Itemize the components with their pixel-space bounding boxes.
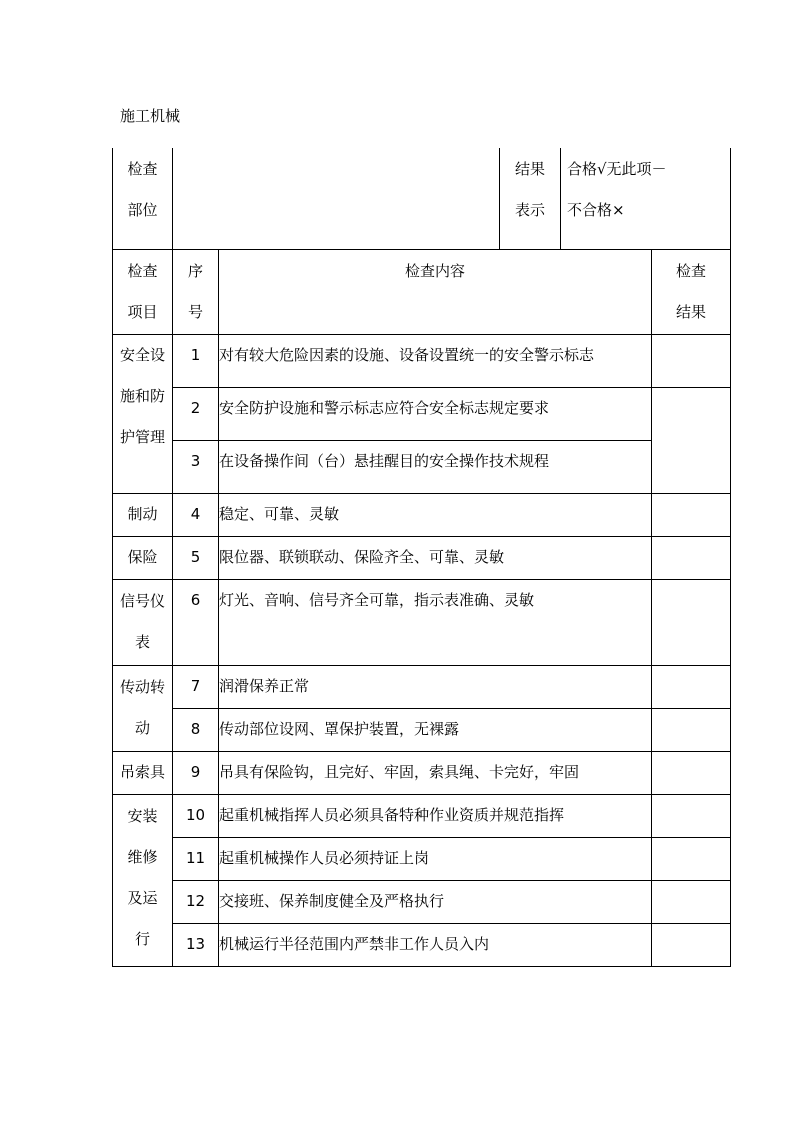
column-header-result-line-2: 结果: [675, 303, 706, 321]
table-row: [113, 709, 731, 752]
column-header-seq: [173, 250, 219, 335]
row-result[interactable]: [652, 752, 731, 795]
table-row: [113, 388, 731, 441]
inspection-table: [112, 249, 731, 967]
row-content: 对有较大危险因素的设施、设备设置统一的安全警示标志: [219, 335, 652, 388]
row-result[interactable]: [652, 881, 731, 924]
result-legend-line-2: 不合格×: [567, 201, 625, 219]
group-name-cell: [113, 335, 173, 494]
group-name-line: 安全设: [119, 346, 165, 364]
table-row: [113, 441, 731, 494]
row-seq: 9: [173, 752, 219, 795]
group-name-line: 安装: [127, 807, 158, 825]
part-label-line-1: 检查: [127, 160, 158, 178]
row-content: 在设备操作间（台）悬挂醒目的安全操作技术规程: [219, 441, 652, 494]
row-content: 交接班、保养制度健全及严格执行: [219, 881, 652, 924]
table-row: [113, 494, 731, 537]
result-legend-cell: [561, 148, 731, 249]
row-content: 润滑保养正常: [219, 666, 652, 709]
column-header-content: [219, 250, 652, 335]
row-seq: 6: [173, 580, 219, 666]
column-header-result: [652, 250, 731, 335]
part-value-cell[interactable]: [173, 148, 500, 249]
result-label-line-1: 结果: [514, 160, 545, 178]
result-label-cell: [500, 148, 561, 249]
row-seq: 10: [173, 795, 219, 838]
row-result[interactable]: [652, 494, 731, 537]
part-label-line-2: 部位: [127, 201, 158, 219]
table-row: [113, 580, 731, 666]
group-name-cell: 制动: [113, 494, 173, 537]
result-legend-line-1: 合格√无此项－: [567, 160, 667, 178]
row-result[interactable]: [652, 838, 731, 881]
table-row: [113, 838, 731, 881]
row-seq: 13: [173, 924, 219, 967]
row-content: 机械运行半径范围内严禁非工作人员入内: [219, 924, 652, 967]
row-seq: 12: [173, 881, 219, 924]
row-result[interactable]: [652, 666, 731, 709]
row-content: 起重机械操作人员必须持证上岗: [219, 838, 652, 881]
row-seq: 1: [173, 335, 219, 388]
table-row: [113, 537, 731, 580]
result-label-line-2: 表示: [514, 201, 545, 219]
row-content: 安全防护设施和警示标志应符合安全标志规定要求: [219, 388, 652, 441]
row-result[interactable]: [652, 580, 731, 666]
column-header-item: [113, 250, 173, 335]
row-seq: 8: [173, 709, 219, 752]
table-row: [113, 752, 731, 795]
group-name-cell: [113, 666, 173, 752]
row-content: 限位器、联锁联动、保险齐全、可靠、灵敏: [219, 537, 652, 580]
column-header-seq-line-2: 号: [187, 303, 203, 321]
row-content: 传动部位设网、罩保护装置，无裸露: [219, 709, 652, 752]
column-header-content-label: 检查内容: [404, 262, 465, 280]
part-value[interactable]: [173, 148, 499, 156]
table-row: [113, 924, 731, 967]
table-row: [113, 881, 731, 924]
group-name-line: 动: [134, 719, 150, 737]
row-result[interactable]: [652, 537, 731, 580]
column-header-seq-line-1: 序: [187, 262, 203, 280]
group-name-line: 表: [134, 633, 150, 651]
row-result[interactable]: [652, 388, 731, 494]
group-name-line: 维修: [127, 848, 158, 866]
row-seq: 7: [173, 666, 219, 709]
row-seq: 5: [173, 537, 219, 580]
row-content: 吊具有保险钩，且完好、牢固，索具绳、卡完好，牢固: [219, 752, 652, 795]
column-header-result-line-1: 检查: [675, 262, 706, 280]
group-name-line: 施和防: [119, 387, 165, 405]
group-name-line: 行: [134, 930, 150, 948]
row-content: 稳定、可靠、灵敏: [219, 494, 652, 537]
row-seq: 11: [173, 838, 219, 881]
table-row: [113, 666, 731, 709]
row-result[interactable]: [652, 924, 731, 967]
row-seq: 4: [173, 494, 219, 537]
row-result[interactable]: [652, 335, 731, 388]
row-seq: 3: [173, 441, 219, 494]
group-name-line: 及运: [127, 889, 158, 907]
group-name-line: 护管理: [119, 428, 165, 446]
column-header-item-line-1: 检查: [127, 262, 158, 280]
group-name-line: 传动转: [119, 678, 165, 696]
group-name-line: 信号仪: [119, 592, 165, 610]
row-seq: 2: [173, 388, 219, 441]
document-title: 施工机械: [120, 107, 181, 125]
group-name-cell: 吊索具: [113, 752, 173, 795]
group-name-cell: [113, 795, 173, 967]
table-row: [113, 795, 731, 838]
group-name-cell: [113, 580, 173, 666]
part-label-cell: [113, 148, 173, 249]
inspection-header-table: [112, 148, 731, 249]
row-content: 起重机械指挥人员必须具备特种作业资质并规范指挥: [219, 795, 652, 838]
table-row: [113, 335, 731, 388]
group-name-cell: 保险: [113, 537, 173, 580]
row-result[interactable]: [652, 709, 731, 752]
column-header-item-line-2: 项目: [127, 303, 158, 321]
row-content: 灯光、音响、信号齐全可靠，指示表准确、灵敏: [219, 580, 652, 666]
row-result[interactable]: [652, 795, 731, 838]
